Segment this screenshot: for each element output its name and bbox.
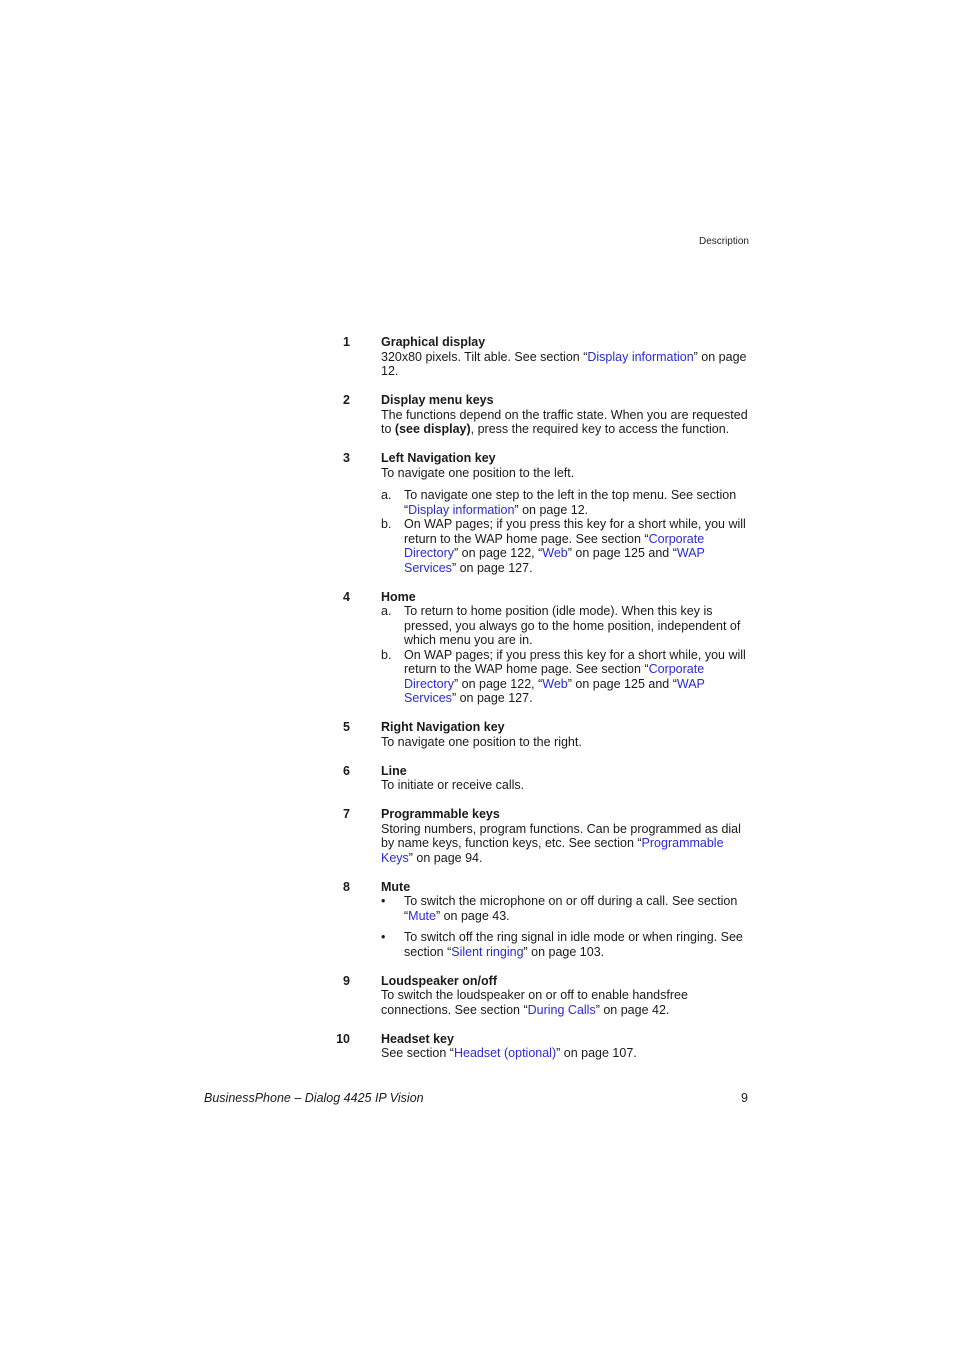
item-number: 4 (343, 589, 350, 604)
link-corporate-directory[interactable]: Corporate Directory (404, 662, 705, 691)
list-item (326, 335, 750, 379)
sub-item: b. On WAP pages; if you press this key for a short while, you will return to the WAP home page. See section “Corporate Directory” on page 122, “Web” on page 125 and “WAP Services” on page 127. (381, 647, 746, 705)
sub-list (381, 604, 750, 706)
link-display-information[interactable]: Display information (587, 349, 694, 364)
item-description: Storing numbers, program functions. Can be programmed as dial by name keys, function keys, etc. See section “Programmable Keys” on page 94. (381, 821, 741, 865)
item-title: Headset key (381, 1031, 454, 1046)
list-item (326, 720, 750, 749)
footer-document-title: BusinessPhone – Dialog 4425 IP Vision (204, 1091, 424, 1105)
link-corporate-directory[interactable]: Corporate Directory (404, 531, 705, 560)
link-silent-ringing[interactable]: Silent ringing (451, 944, 524, 959)
item-title: Graphical display (381, 335, 486, 349)
item-description: To navigate one position to the left. (381, 465, 575, 480)
item-title: Loudspeaker on/off (381, 973, 497, 988)
item-number: 8 (343, 879, 350, 894)
item-number: 9 (343, 973, 350, 988)
key-description-list (326, 335, 750, 1075)
item-title: Programmable keys (381, 807, 500, 821)
item-description: To switch the loudspeaker on or off to enable handsfree connections. See section “During Calls” on page 42. (381, 988, 688, 1017)
sub-item: a. To return to home position (idle mode). When this key is pressed, you always go to the home position, independent of which menu you are in. (381, 604, 741, 647)
item-description: 320x80 pixels. Tilt able. See section “Display information” on page 12. (381, 349, 747, 378)
item-description: See section “Headset (optional)” on page 107. (381, 1046, 637, 1060)
footer-page-number: 9 (741, 1091, 748, 1105)
item-title: Display menu keys (381, 393, 494, 407)
list-item (326, 451, 750, 575)
item-number: 5 (343, 720, 350, 734)
link-display-information[interactable]: Display information (408, 502, 515, 517)
item-description: To navigate one position to the right. (381, 734, 582, 749)
sub-item: a. To navigate one step to the left in the top menu. See section “Display information” on page 12. (381, 488, 737, 517)
list-item (326, 974, 750, 1018)
sub-item: b. On WAP pages; if you press this key for a short while, you will return to the WAP home page. See section “Corporate Directory” on page 122, “Web” on page 125 and “WAP Services” on page 127. (381, 517, 746, 575)
bullet-item: • To switch off the ring signal in idle mode or when ringing. See section “Silent ringing” on page 103. (381, 930, 743, 959)
list-item (326, 764, 750, 793)
link-wap-services[interactable]: WAP Services (404, 676, 705, 705)
item-number: 10 (336, 1031, 350, 1046)
link-mute[interactable]: Mute (408, 908, 436, 923)
list-item (326, 393, 750, 437)
list-item (326, 880, 750, 960)
item-title: Line (381, 763, 407, 778)
item-number: 1 (343, 335, 350, 349)
item-number: 3 (343, 451, 350, 465)
item-title: Right Navigation key (381, 720, 505, 734)
item-description: The functions depend on the traffic state. When you are requested to (see display), press the required key to access the function. (381, 407, 748, 436)
item-title: Mute (381, 879, 411, 894)
item-number: 7 (343, 807, 350, 821)
item-number: 6 (343, 763, 350, 778)
link-programmable-keys[interactable]: Programmable Keys (381, 836, 724, 865)
list-item (326, 1032, 750, 1061)
item-title: Home (381, 589, 416, 604)
list-item (326, 807, 750, 865)
running-header: Description (698, 236, 749, 247)
link-web[interactable]: Web (542, 546, 568, 560)
bullet-item: • To switch the microphone on or off during a call. See section “Mute” on page 43. (381, 894, 738, 923)
item-description: To initiate or receive calls. (381, 778, 525, 792)
link-wap-services[interactable]: WAP Services (404, 546, 705, 575)
link-web[interactable]: Web (542, 676, 568, 691)
sub-list (381, 488, 750, 575)
item-number: 2 (343, 393, 350, 407)
link-during-calls[interactable]: During Calls (527, 1002, 596, 1017)
list-item (326, 590, 750, 706)
link-headset-optional[interactable]: Headset (optional) (453, 1046, 557, 1060)
item-title: Left Navigation key (381, 451, 496, 465)
